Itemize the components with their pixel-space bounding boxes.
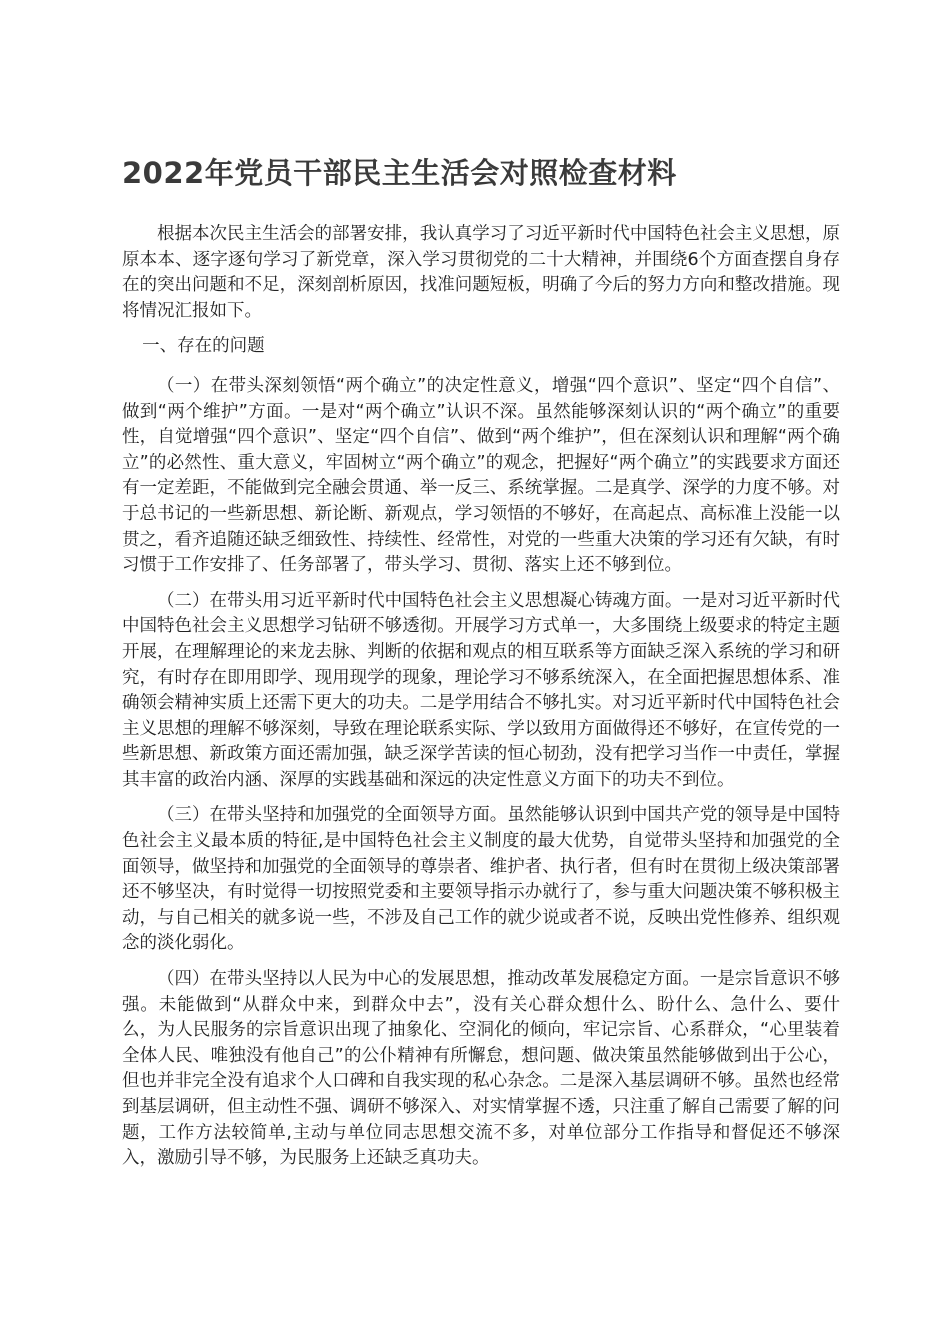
intro-paragraph: 根据本次民主生活会的部署安排，我认真学习了习近平新时代中国特色社会主义思想，原原本本、逐字逐句学习了新党章，深入学习贯彻党的二十大精神，并围绕6个方面查摆自身存在的突出问题和不足，深刻剖析原因，找准问题短板，明确了今后的努力方向和整改措施。现将情况汇报如下。	[122, 224, 840, 321]
paragraph-2: （二）在带头用习近平新时代中国特色社会主义思想凝心铸魂方面。一是对习近平新时代中国特色社会主义思想学习钻研不够透彻。开展学习方式单一，大多围绕上级要求的特定主题开展，在理解理论的来龙去脉、判断的依据和观点的相互联系等方面缺乏深入系统的学习和研究，有时存在即用即学、现用现学的现象，理论学习不够系统深入，在全面把握思想体系、准确领会精神实质上还需下更大的功夫。二是学用结合不够扎实。对习近平新时代中国特色社会主义思想的理解不够深刻，导致在理论联系实际、学以致用方面做得还不够好，在宣传党的一些新思想、新政策方面还需加强，缺乏深学苦读的恒心韧劲，没有把学习当作一中责任，掌握其丰富的政治内涵、深厚的实践基础和深远的决定性意义方面下的功夫不到位。	[122, 590, 840, 790]
paragraph-3: （三）在带头坚持和加强党的全面领导方面。虽然能够认识到中国共产党的领导是中国特色社会主义最本质的特征,是中国特色社会主义制度的最大优势，自觉带头坚持和加强党的全面领导，做坚持和加强党的全面领导的尊崇者、维护者、执行者，但有时在贯彻上级决策部署还不够坚决，有时觉得一切按照党委和主要领导指示办就行了，参与重大问题决策不够积极主动，与自己相关的就多说一些，不涉及自己工作的就少说或者不说，反映出党性修养、组织观念的淡化弱化。	[122, 805, 840, 954]
paragraph-1: （一）在带头深刻领悟“两个确立”的决定性意义，增强“四个意识”、坚定“四个自信”、做到“两个维护”方面。一是对“两个确立”认识不深。虽然能够深刻认识的“两个确立”的重要性，自觉增强“四个意识”、坚定“四个自信”、做到“两个维护”，但在深刻认识和理解“两个确立”的必然性、重大意义，牢固树立“两个确立”的观念，把握好“两个确立”的实践要求方面还有一定差距，不能做到完全融会贯通、举一反三、系统掌握。二是真学、深学的力度不够。对于总书记的一些新思想、新论断、新观点，学习领悟的不够好，在高起点、高标准上没能一以贯之，看齐追随还缺乏细致性、持续性、经常性，对党的一些重大决策的学习还有欠缺，有时习惯于工作安排了、任务部署了，带头学习、贯彻、落实上还不够到位。	[122, 375, 840, 576]
section-heading: 一、存在的问题	[142, 336, 265, 357]
paragraph-4: （四）在带头坚持以人民为中心的发展思想，推动改革发展稳定方面。一是宗旨意识不够强。未能做到“从群众中来，到群众中去”，没有关心群众想什么、盼什么、急什么、要什么，为人民服务的宗旨意识出现了抽象化、空洞化的倾向，牢记宗旨、心系群众，“心里装着全体人民、唯独没有他自己”的公仆精神有所懈怠，想问题、做决策虽然能够做到出于公心，但也并非完全没有追求个人口碑和自我实现的私心杂念。二是深入基层调研不够。虽然也经常到基层调研，但主动性不强、调研不够深入、对实情掌握不透，只注重了解自己需要了解的问题，工作方法较简单,主动与单位同志思想交流不多，对单位部分工作指导和督促还不够深入，激励引导不够，为民服务上还缺乏真功夫。	[122, 969, 840, 1169]
document-title: 2022年党员干部民主生活会对照检查材料	[122, 156, 677, 190]
